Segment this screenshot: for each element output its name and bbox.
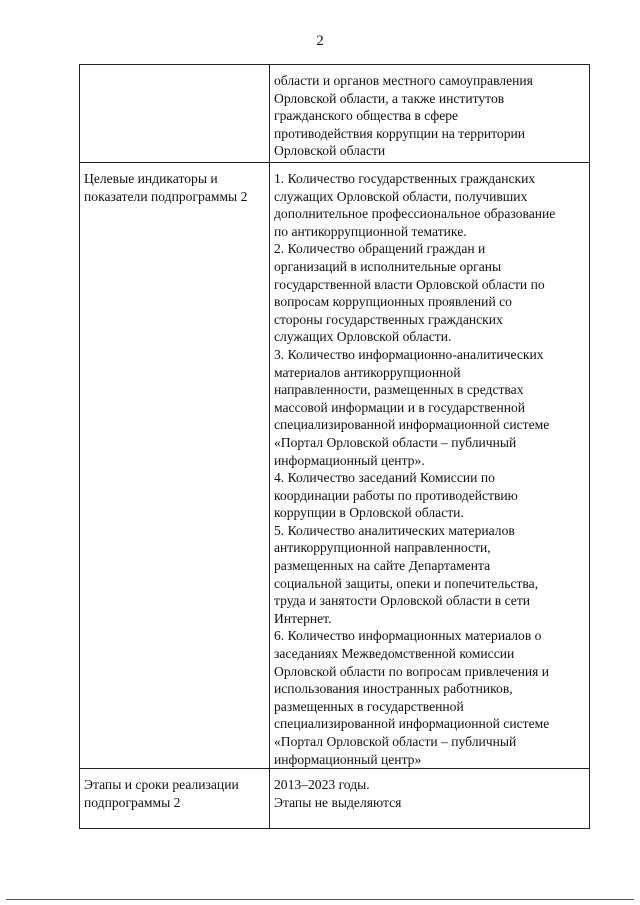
row-content-line: «Портал Орловской области – публичный [274,434,517,450]
row-content-line: дополнительное профессиональное образование [274,206,556,222]
row-content-line: служащих Орловской области. [274,329,452,345]
row-content-line: 2013–2023 годы. [274,777,370,793]
row-content-line: Орловской области по вопросам привлечения и [274,663,550,679]
row-content-line: Интернет. [274,610,332,626]
row-label-line: подпрограммы 2 [84,794,181,810]
subprogram-table [79,64,590,829]
row-content-line: 3. Количество информационно-аналитических [274,346,544,362]
row-content-line: по антикоррупционной тематике. [274,223,467,239]
row-content-line: 5. Количество аналитических материалов [274,522,515,538]
row-content-line: Этапы не выделяются [274,794,402,810]
row-label-cell [80,769,270,829]
row-content-line: области и органов местного самоуправления [274,73,533,88]
row-content-line: Орловской области, а также институтов [274,90,505,106]
table-row [80,163,590,769]
row-label-line: Этапы и сроки реализации [84,777,239,793]
row-content-line: стороны государственных гражданских [274,311,503,327]
row-content-line: заседаниях Межведомственной комиссии [274,646,515,662]
row-content-line: специализированной информационной системе [274,716,550,732]
row-content-line: массовой информации и в государственной [274,399,526,415]
row-content-line: информационный центр» [274,751,422,767]
row-content-line: организаций в исполнительные органы [274,258,502,274]
row-label-cell [80,163,270,769]
row-content-line: «Портал Орловской области – публичный [274,734,517,749]
row-content-line: Орловской области [274,143,386,159]
row-label-line: Целевые индикаторы и [84,171,218,186]
row-content-line: коррупции в Орловской области. [274,505,464,521]
bottom-rule [6,899,634,900]
row-content-line: материалов антикоррупционной [274,364,461,380]
row-label-cell [80,65,270,163]
row-content-line: 1. Количество государственных гражданских [274,171,536,186]
row-content-line: координации работы по противодействию [274,487,518,503]
row-content-line: размещенных на сайте Департамента [274,558,491,574]
row-content-line: специализированной информационной системе [274,417,550,433]
row-content-line: антикоррупционной направленности, [274,540,491,556]
row-content-line: направленности, размещенных в средствах [274,382,524,398]
row-content-line: гражданского общества в сфере [274,108,459,124]
row-content-line: противодействия коррупции на территории [274,125,526,141]
row-content-line: использования иностранных работников, [274,681,513,697]
row-content-line: вопросам коррупционных проявлений со [274,294,512,310]
row-label-line: показатели подпрограммы 2 [84,188,248,204]
row-content-cell [270,769,590,829]
table-row [80,769,590,829]
table-row [80,65,590,163]
row-content-line: 2. Количество обращений граждан и [274,241,486,257]
page-number: 2 [316,33,324,49]
row-content-line: 6. Количество информационных материалов о [274,628,542,644]
row-content-line: государственной власти Орловской области по [274,276,545,292]
row-content-line: труда и занятости Орловской области в сети [274,593,531,609]
row-content-line: размещенных в государственной [274,698,464,714]
row-content-cell [270,163,590,769]
row-content-line: 4. Количество заседаний Комиссии по [274,470,495,486]
row-content-line: служащих Орловской области, получивших [274,188,528,204]
row-content-line: информационный центр». [274,452,425,468]
row-content-cell [270,65,590,163]
row-content-line: социальной защиты, опеки и попечительства, [274,575,539,591]
